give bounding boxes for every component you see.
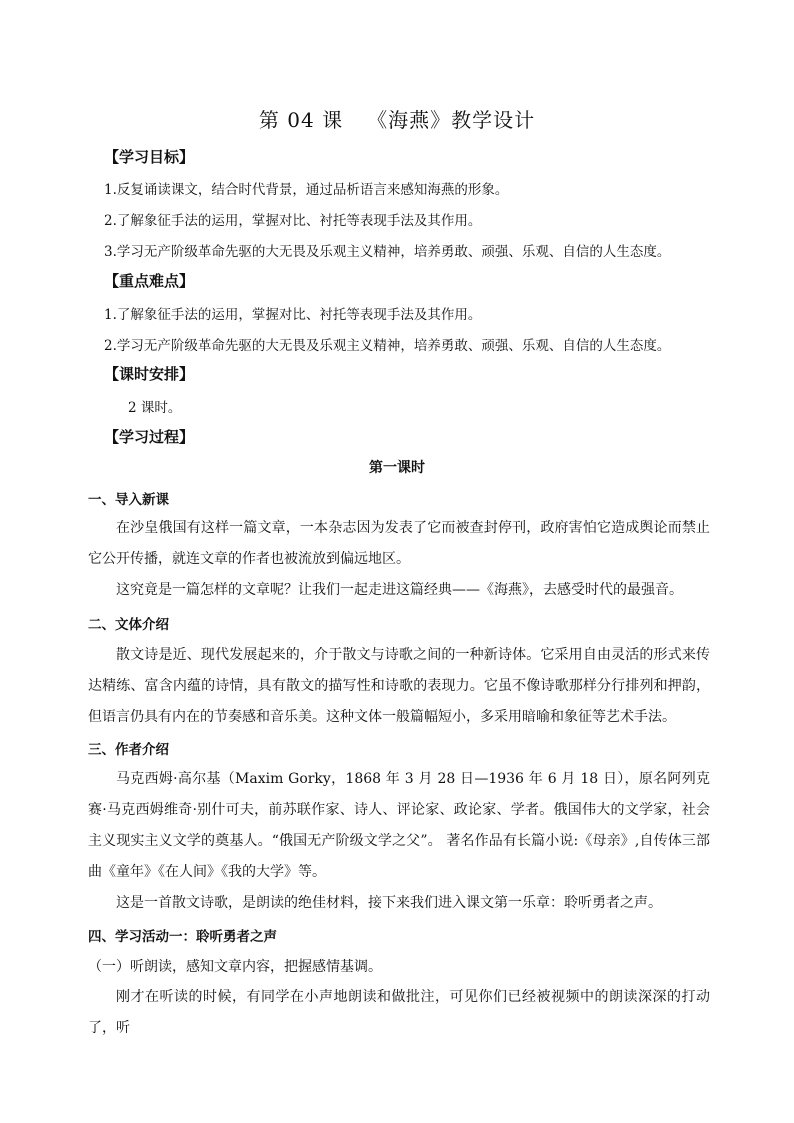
goals-heading: 【学习目标】: [104, 148, 195, 166]
goal-item: 2.了解象征手法的运用，掌握对比、衬托等表现手法及其作用。: [104, 213, 482, 229]
section-author-heading: 三、作者介绍: [88, 742, 169, 758]
section-genre-paragraph: 散文诗是近、现代发展起来的，介于散文与诗歌之间的一种新诗体。它采用自由灵活的形式来传达精练、富含内蕴的诗情，具有散文的描写性和诗歌的表现力。它虽不像诗歌那样分行排列和押韵，但语言仍具有内在的节奏感和音乐美。这种文体一般篇幅短小，多采用暗喻和象征等艺术手法。: [88, 647, 710, 725]
key-point-item: 2.学习无产阶级革命先驱的大无畏及乐观主义精神，培养勇敢、顽强、乐观、自信的人生态度。: [104, 338, 671, 354]
title-lesson-number: 第 04 课: [258, 108, 344, 132]
activity-paragraph: 刚才在听读的时候，有同学在小声地朗读和做批注，可见你们已经被视频中的朗读深深的打动了，听: [88, 989, 710, 1036]
key-points-heading: 【重点难点】: [104, 272, 195, 290]
lesson-period-title: 第一课时: [369, 460, 425, 476]
section-activity-heading: 四、学习活动一：聆听勇者之声: [88, 929, 277, 945]
section-intro-paragraph-2: 这究竟是一篇怎样的文章呢？让我们一起走进这篇经典——《海燕》，去感受时代的最强音。: [116, 582, 683, 598]
schedule-text: 2 课时。: [128, 400, 182, 416]
title-lesson-name: 《海燕》教学设计: [367, 108, 536, 132]
section-intro-heading: 一、导入新课: [88, 492, 169, 508]
section-author-paragraph: 马克西姆·高尔基（Maxim Gorky，1868 年 3 月 28 日—1936 年 6 月 18 日），原名阿列克赛·马克西姆维奇·别什可夫，前苏联作家、诗人、评论家、政论家、学者。俄国伟大的文学家，社会主义现实主义文学的奠基人。“俄国无产阶级文学之父”。 著名作品有长篇小说:《母亲》,自传体三部曲《童年》《在人间》《我的大学》等。: [88, 771, 710, 880]
activity-subheading: （一）听朗读，感知文章内容，把握感情基调。: [88, 959, 382, 975]
section-intro-paragraph: 在沙皇俄国有这样一篇文章，一本杂志因为发表了它而被查封停刊，政府害怕它造成舆论而禁止它公开传播，就连文章的作者也被流放到偏远地区。: [88, 520, 710, 567]
key-point-item: 1.了解象征手法的运用，掌握对比、衬托等表现手法及其作用。: [104, 307, 482, 323]
document-title: [0, 104, 794, 133]
schedule-heading: 【课时安排】: [104, 365, 195, 383]
section-author-paragraph-2: 这是一首散文诗歌，是朗读的绝佳材料，接下来我们进入课文第一乐章：聆听勇者之声。: [116, 895, 662, 911]
section-genre-heading: 二、文体介绍: [88, 617, 169, 633]
process-heading: 【学习过程】: [104, 428, 195, 446]
goal-item: 1.反复诵读课文，结合时代背景，通过品析语言来感知海燕的形象。: [104, 182, 509, 198]
goal-item: 3.学习无产阶级革命先驱的大无畏及乐观主义精神，培养勇敢、顽强、乐观、自信的人生态度。: [104, 244, 671, 260]
